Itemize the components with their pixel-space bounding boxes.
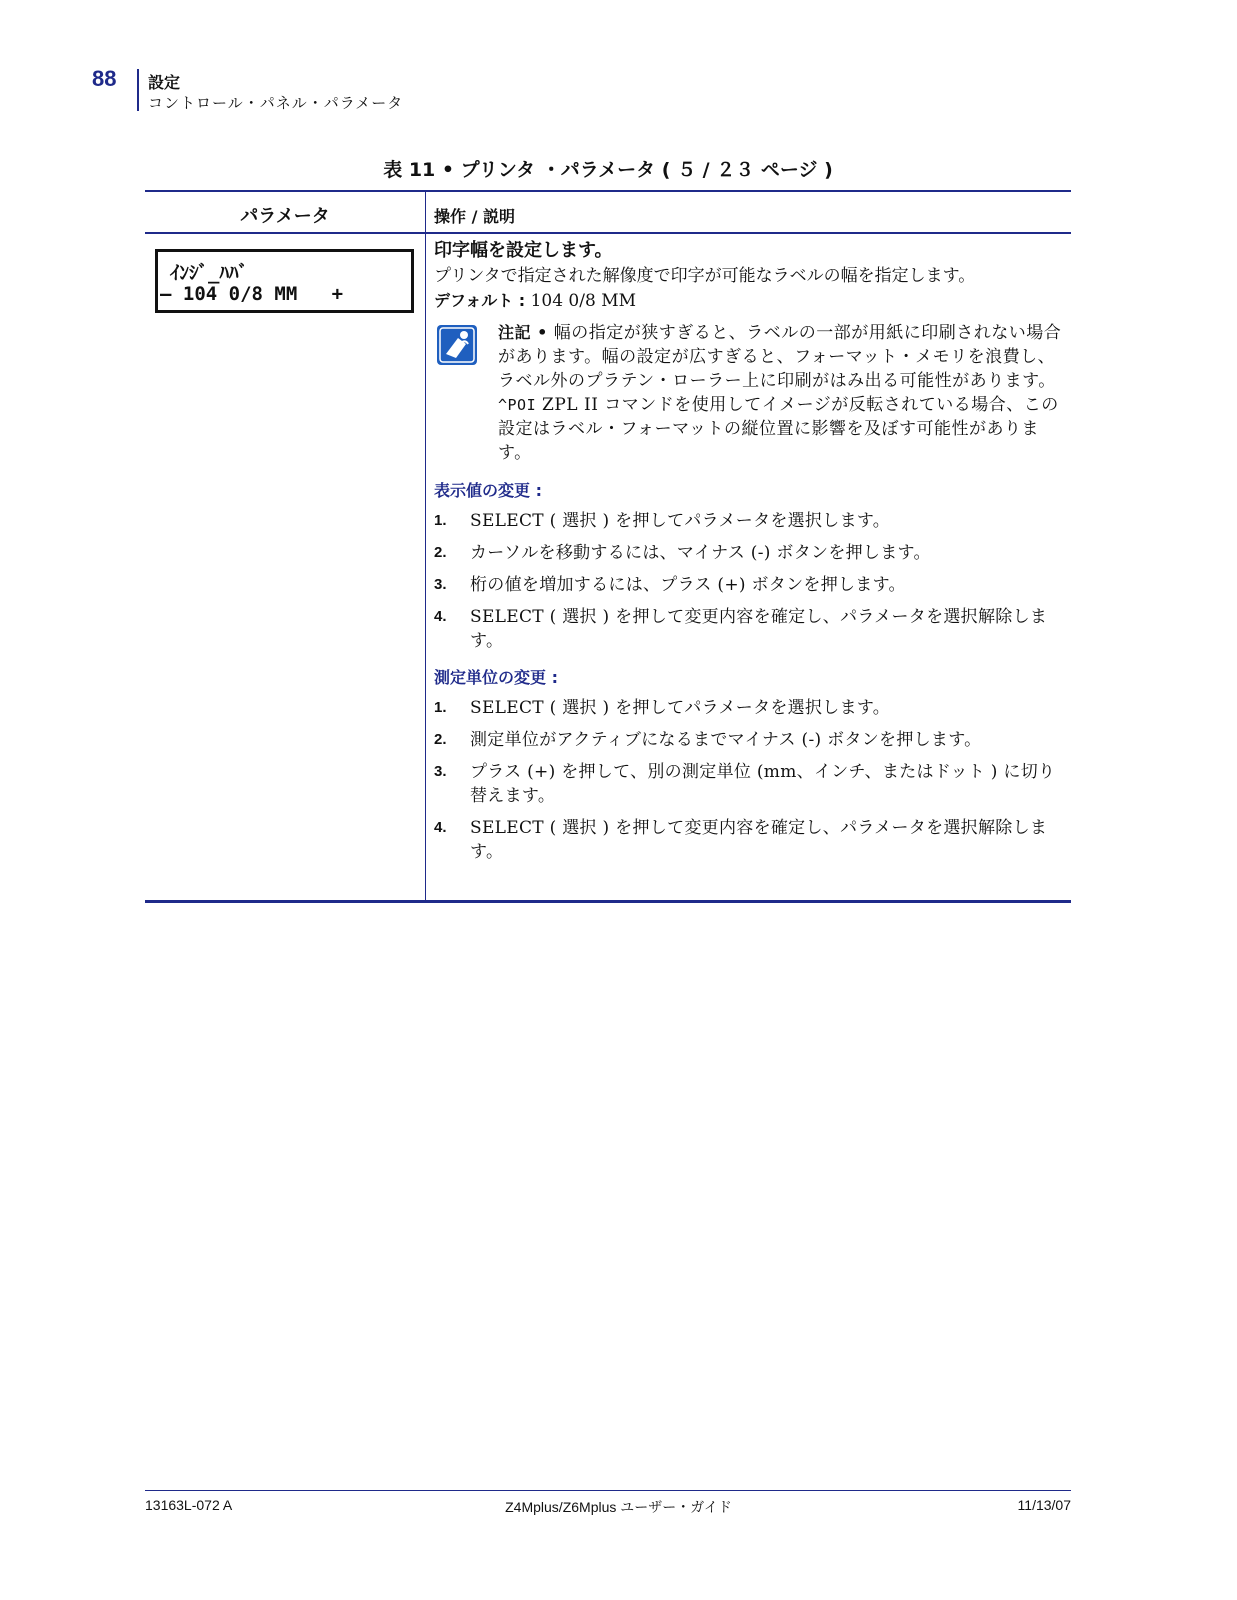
list-item (434, 696, 1064, 720)
note-body-b: ZPL II コマンドを使用してイメージが反転されている場合、この設定はラベル・フォーマットの縦位置に影響を及ぼす可能性があります。 (498, 395, 1059, 463)
header-divider (137, 69, 139, 111)
step-number: 1. (434, 699, 447, 716)
step-number: 2. (434, 544, 447, 561)
footer-rule (145, 1490, 1071, 1491)
default-value-line (434, 288, 1064, 314)
step-text: SELECT ( 選択 ) を押してパラメータを選択します。 (470, 511, 891, 531)
change-value-steps (434, 509, 1064, 653)
footer-doc-number: 13163L-072 A (145, 1497, 233, 1513)
table-top-rule (145, 190, 1071, 192)
table-column-divider (425, 192, 426, 900)
lcd-line-1: ｲﾝｼﾞ_ﾊﾊﾞ (170, 262, 248, 284)
table-bottom-rule (145, 900, 1071, 903)
list-item (434, 509, 1064, 533)
step-text: 桁の値を増加するには、プラス (+) ボタンを押します。 (470, 575, 906, 595)
step-number: 4. (434, 819, 447, 836)
default-value: 104 0/8 MM (530, 291, 637, 311)
list-item (434, 760, 1064, 808)
list-item (434, 541, 1064, 565)
note-label: 注記 • (498, 323, 548, 342)
step-text: カーソルを移動するには、マイナス (-) ボタンを押します。 (470, 543, 931, 563)
step-text: プラス (+) を押して、別の測定単位 (mm、インチ、またはドット ) に切り替えます。 (470, 762, 1056, 806)
step-number: 4. (434, 608, 447, 625)
footer-date: 11/13/07 (1017, 1497, 1071, 1513)
table-header-rule (145, 232, 1071, 234)
change-unit-steps (434, 696, 1064, 864)
step-number: 2. (434, 731, 447, 748)
change-value-heading: 表示値の変更 : (434, 481, 542, 500)
entry-title: 印字幅を設定します。 (434, 240, 613, 261)
lcd-line-2: – 104 0/8 MM + (160, 283, 344, 305)
column-header-parameter: パラメータ (240, 206, 330, 227)
step-number: 3. (434, 576, 447, 593)
page-number: 88 (92, 66, 117, 91)
list-item (434, 573, 1064, 597)
change-unit-heading: 測定単位の変更 : (434, 668, 558, 687)
note-hand-icon (436, 324, 478, 366)
note-text (498, 320, 1064, 465)
subsection-title: コントロール・パネル・パラメータ (148, 94, 404, 112)
list-item (434, 816, 1064, 864)
step-text: SELECT ( 選択 ) を押して変更内容を確定し、パラメータを選択解除します。 (470, 818, 1048, 862)
table-caption: 表 11 • プリンタ ・パラメータ ( ５ / ２３ ページ ) (383, 159, 833, 181)
column-header-description: 操作 / 説明 (434, 207, 515, 226)
list-item (434, 728, 1064, 752)
step-text: 測定単位がアクティブになるまでマイナス (-) ボタンを押します。 (470, 730, 982, 750)
step-text: SELECT ( 選択 ) を押してパラメータを選択します。 (470, 698, 891, 718)
note-block (434, 320, 1064, 466)
default-label: デフォルト : (434, 291, 526, 310)
step-number: 1. (434, 512, 447, 529)
step-text: SELECT ( 選択 ) を押して変更内容を確定し、パラメータを選択解除します。 (470, 607, 1048, 651)
note-body-a: 幅の指定が狭すぎると、ラベルの一部が用紙に印刷されない場合があります。幅の設定が広すぎると、フォーマット・メモリを浪費し、ラベル外のプラテン・ローラー上に印刷がはみ出る可能性があります。 (498, 323, 1062, 391)
lcd-display (155, 249, 414, 313)
footer-guide-title: Z4Mplus/Z6Mplus ユーザー・ガイド (505, 1499, 732, 1515)
step-number: 3. (434, 763, 447, 780)
section-title: 設定 (148, 73, 181, 92)
description-cell (434, 238, 1064, 872)
note-code: ^POI (498, 396, 537, 414)
list-item (434, 605, 1064, 653)
entry-description: プリンタで指定された解像度で印字が可能なラベルの幅を指定します。 (434, 266, 976, 286)
